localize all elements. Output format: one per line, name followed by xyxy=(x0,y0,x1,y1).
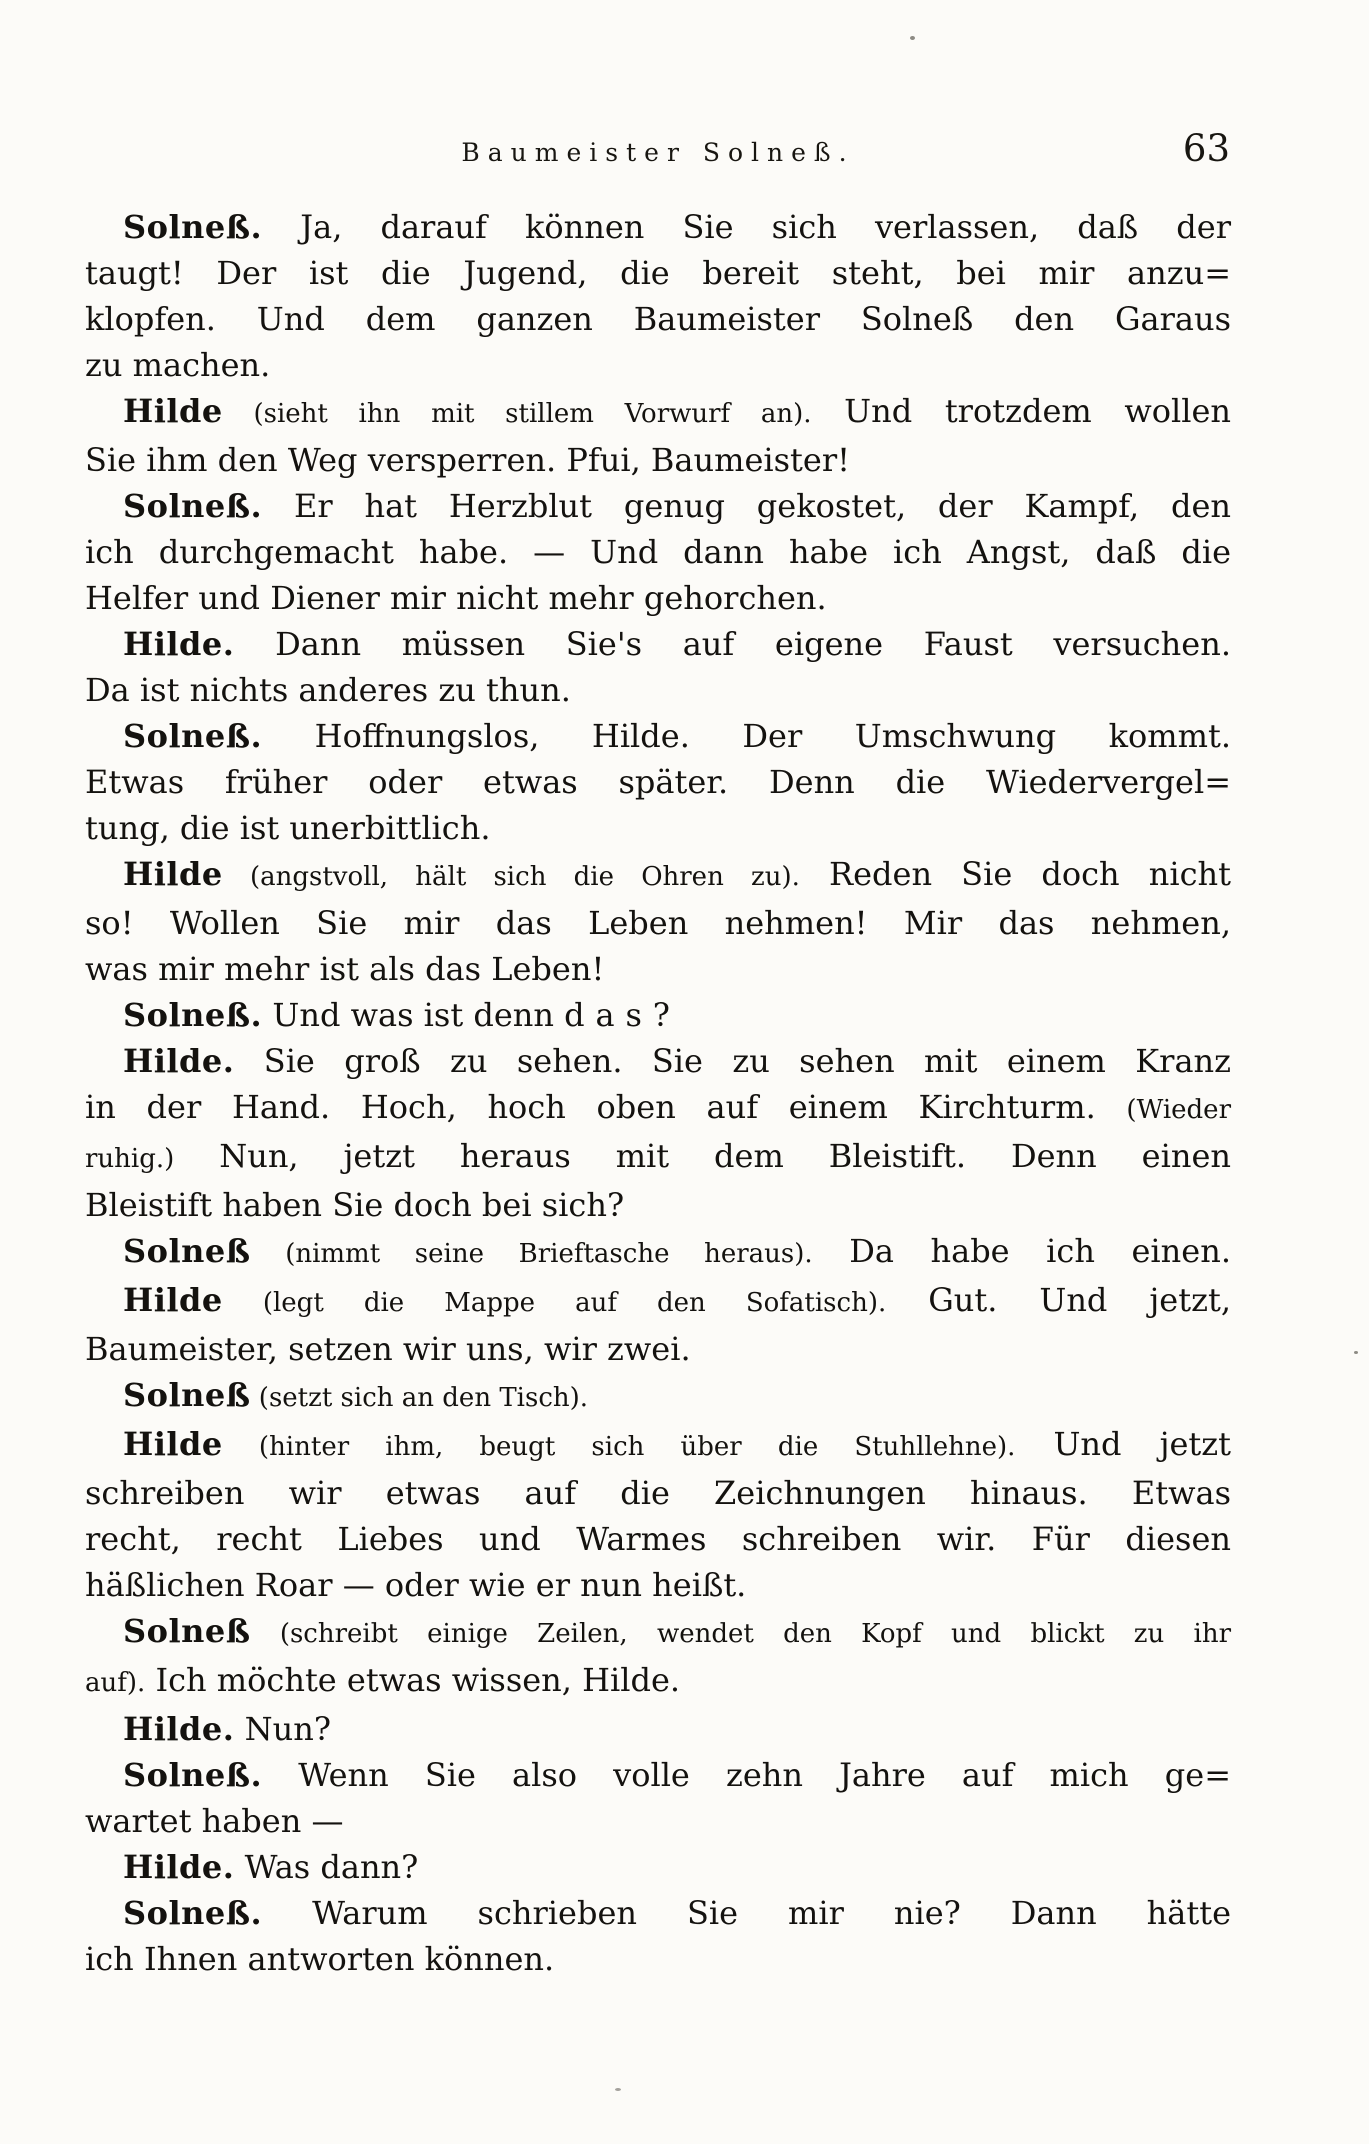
stage-direction: (legt die Mappe auf den Sofatisch). xyxy=(222,1288,887,1318)
paragraph xyxy=(85,851,1231,992)
dialogue-line xyxy=(85,900,1231,946)
dialogue-text-segment: häßlichen Roar — oder wie er nun heißt. xyxy=(85,1566,747,1604)
dialogue-line xyxy=(85,388,1231,437)
dialogue-text-segment: Da habe ich einen. xyxy=(812,1232,1231,1270)
dialogue-line xyxy=(85,575,1231,621)
dialogue-text-segment: Und jetzt xyxy=(1015,1425,1232,1463)
dialogue-text-segment: ich durchgemacht habe. — Und dann habe ich Angst, daß die xyxy=(85,533,1231,571)
dialogue-line xyxy=(85,1228,1231,1277)
dialogue-line xyxy=(85,1844,1231,1890)
dialogue-line xyxy=(85,1798,1231,1844)
paragraph xyxy=(85,621,1231,713)
speaker-name: Hilde. xyxy=(123,1042,235,1080)
dialogue-line xyxy=(85,483,1231,529)
scan-speck xyxy=(910,36,915,40)
dialogue-text-segment: in der Hand. Hoch, hoch oben auf einem Kirchturm. xyxy=(85,1088,1127,1126)
stage-direction: (setzt sich an den Tisch). xyxy=(250,1383,589,1413)
dialogue-text-segment: Und was ist denn xyxy=(262,996,565,1034)
dialogue-text-segment: ich Ihnen antworten können. xyxy=(85,1940,555,1978)
dialogue-line xyxy=(85,1608,1231,1657)
dialogue-text-segment: Bleistift haben Sie doch bei sich? xyxy=(85,1186,625,1224)
dialogue-text-segment: Sie groß zu sehen. Sie zu sehen mit einem Kranz xyxy=(234,1042,1231,1080)
dialogue-line xyxy=(85,1084,1231,1133)
speaker-name: Solneß. xyxy=(123,996,263,1034)
dialogue-line xyxy=(85,946,1231,992)
dialogue-line xyxy=(85,1133,1231,1182)
speaker-name: Hilde xyxy=(123,392,223,430)
dialogue-text-segment: schreiben wir etwas auf die Zeichnungen hinaus. Etwas xyxy=(85,1474,1231,1512)
speaker-name: Hilde. xyxy=(123,1848,235,1886)
dialogue-text-segment: Warum schrieben Sie mir nie? Dann hätte xyxy=(262,1894,1231,1932)
dialogue-text-segment: Sie ihm den Weg versperren. Pfui, Baumeister! xyxy=(85,441,850,479)
dialogue-text-segment: Hoffnungslos, Hilde. Der Umschwung kommt. xyxy=(262,717,1231,755)
page-number: 63 xyxy=(1182,127,1230,170)
stage-direction: (hinter ihm, beugt sich über die Stuhllehne). xyxy=(222,1432,1016,1462)
dialogue-text-segment: wartet haben — xyxy=(85,1802,344,1840)
paragraph xyxy=(85,204,1231,388)
dialogue-line xyxy=(85,805,1231,851)
dialogue-line xyxy=(85,250,1231,296)
stage-direction: (sieht ihn mit stillem Vorwurf an). xyxy=(222,399,812,429)
dialogue-text-segment: Und trotzdem wollen xyxy=(811,392,1232,430)
dialogue-line xyxy=(85,296,1231,342)
dialogue-text-segment: Er hat Herzblut genug gekostet, der Kampf, den xyxy=(262,487,1231,525)
speaker-name: Solneß. xyxy=(123,1894,263,1932)
dialogue-line xyxy=(85,1562,1231,1608)
dialogue-line xyxy=(85,1516,1231,1562)
emphasized-word: das xyxy=(564,996,653,1034)
running-title: Baumeister Solneß. xyxy=(461,138,855,167)
dialogue-line xyxy=(85,437,1231,483)
speaker-name: Solneß. xyxy=(123,208,263,246)
dialogue-text-segment: Helfer und Diener mir nicht mehr gehorchen. xyxy=(85,579,827,617)
dialogue-text-segment: Baumeister, setzen wir uns, wir zwei. xyxy=(85,1330,691,1368)
dialogue-line xyxy=(85,621,1231,667)
speaker-name: Solneß. xyxy=(123,1756,263,1794)
speaker-name: Hilde xyxy=(123,1425,223,1463)
stage-direction: (schreibt einige Zeilen, wendet den Kopf und blickt zu ihr xyxy=(250,1619,1231,1649)
speaker-name: Hilde. xyxy=(123,625,235,663)
dialogue-line xyxy=(85,1470,1231,1516)
dialogue-line xyxy=(85,1372,1231,1421)
paragraph xyxy=(85,1706,1231,1752)
dialogue-line xyxy=(85,1890,1231,1936)
dialogue-line xyxy=(85,1038,1231,1084)
paragraph xyxy=(85,713,1231,851)
stage-direction: ruhig.) xyxy=(85,1144,175,1174)
speaker-name: Hilde xyxy=(123,1281,223,1319)
paragraph xyxy=(85,1844,1231,1890)
dialogue-text-segment: Ich möchte etwas wissen, Hilde. xyxy=(145,1661,681,1699)
speaker-name: Solneß. xyxy=(123,487,263,525)
dialogue-line xyxy=(85,342,1231,388)
dialogue-text-block xyxy=(85,204,1231,1982)
dialogue-text-segment: Ja, darauf können Sie sich verlassen, daß der xyxy=(262,208,1231,246)
dialogue-text-segment: was mir mehr ist als das Leben! xyxy=(85,950,605,988)
dialogue-text-segment: zu machen. xyxy=(85,346,271,384)
dialogue-text-segment: klopfen. Und dem ganzen Baumeister Solneß den Garaus xyxy=(85,300,1231,338)
dialogue-line xyxy=(85,1326,1231,1372)
paragraph xyxy=(85,388,1231,483)
scan-speck xyxy=(1354,1351,1358,1354)
paragraph xyxy=(85,1372,1231,1421)
dialogue-line xyxy=(85,667,1231,713)
paragraph xyxy=(85,1890,1231,1982)
dialogue-line xyxy=(85,1277,1231,1326)
dialogue-line xyxy=(85,204,1231,250)
dialogue-text-segment: taugt! Der ist die Jugend, die bereit steht, bei mir anzu= xyxy=(85,254,1231,292)
speaker-name: Solneß xyxy=(123,1232,251,1270)
paragraph xyxy=(85,483,1231,621)
paragraph xyxy=(85,1038,1231,1228)
dialogue-line xyxy=(85,1706,1231,1752)
dialogue-text-segment: Etwas früher oder etwas später. Denn die Wiedervergel= xyxy=(85,763,1231,801)
dialogue-text-segment: recht, recht Liebes und Warmes schreiben wir. Für diesen xyxy=(85,1520,1231,1558)
dialogue-line xyxy=(85,1182,1231,1228)
paragraph xyxy=(85,1421,1231,1608)
dialogue-text-segment: ? xyxy=(652,996,670,1034)
stage-direction: (Wieder xyxy=(1126,1095,1231,1125)
speaker-name: Solneß xyxy=(123,1612,251,1650)
dialogue-line xyxy=(85,1752,1231,1798)
dialogue-text-segment: Nun? xyxy=(234,1710,331,1748)
stage-direction: auf). xyxy=(85,1668,146,1698)
paragraph xyxy=(85,1608,1231,1706)
dialogue-text-segment: tung, die ist unerbittlich. xyxy=(85,809,491,847)
stage-direction: (angstvoll, hält sich die Ohren zu). xyxy=(222,862,800,892)
speaker-name: Solneß xyxy=(123,1376,251,1414)
speaker-name: Hilde. xyxy=(123,1710,235,1748)
dialogue-line xyxy=(85,1421,1231,1470)
paragraph xyxy=(85,1228,1231,1277)
paragraph xyxy=(85,1752,1231,1844)
dialogue-line xyxy=(85,1657,1231,1706)
stage-direction: (nimmt seine Brieftasche heraus). xyxy=(250,1239,813,1269)
speaker-name: Solneß. xyxy=(123,717,263,755)
paragraph xyxy=(85,992,1231,1038)
scan-speck xyxy=(615,2088,621,2091)
dialogue-text-segment: Wenn Sie also volle zehn Jahre auf mich ge= xyxy=(262,1756,1231,1794)
dialogue-line xyxy=(85,759,1231,805)
speaker-name: Hilde xyxy=(123,855,223,893)
dialogue-text-segment: Da ist nichts anderes zu thun. xyxy=(85,671,571,709)
dialogue-text-segment: Reden Sie doch nicht xyxy=(799,855,1231,893)
dialogue-text-segment: Dann müssen Sie's auf eigene Faust versuchen. xyxy=(234,625,1231,663)
dialogue-text-segment: so! Wollen Sie mir das Leben nehmen! Mir das nehmen, xyxy=(85,904,1231,942)
dialogue-text-segment: Was dann? xyxy=(234,1848,419,1886)
dialogue-line xyxy=(85,529,1231,575)
dialogue-line xyxy=(85,992,1231,1038)
dialogue-text-segment: Gut. Und jetzt, xyxy=(886,1281,1231,1319)
dialogue-text-segment: Nun, jetzt heraus mit dem Bleistift. Denn einen xyxy=(174,1137,1231,1175)
dialogue-line xyxy=(85,851,1231,900)
paragraph xyxy=(85,1277,1231,1372)
dialogue-line xyxy=(85,1936,1231,1982)
dialogue-line xyxy=(85,713,1231,759)
